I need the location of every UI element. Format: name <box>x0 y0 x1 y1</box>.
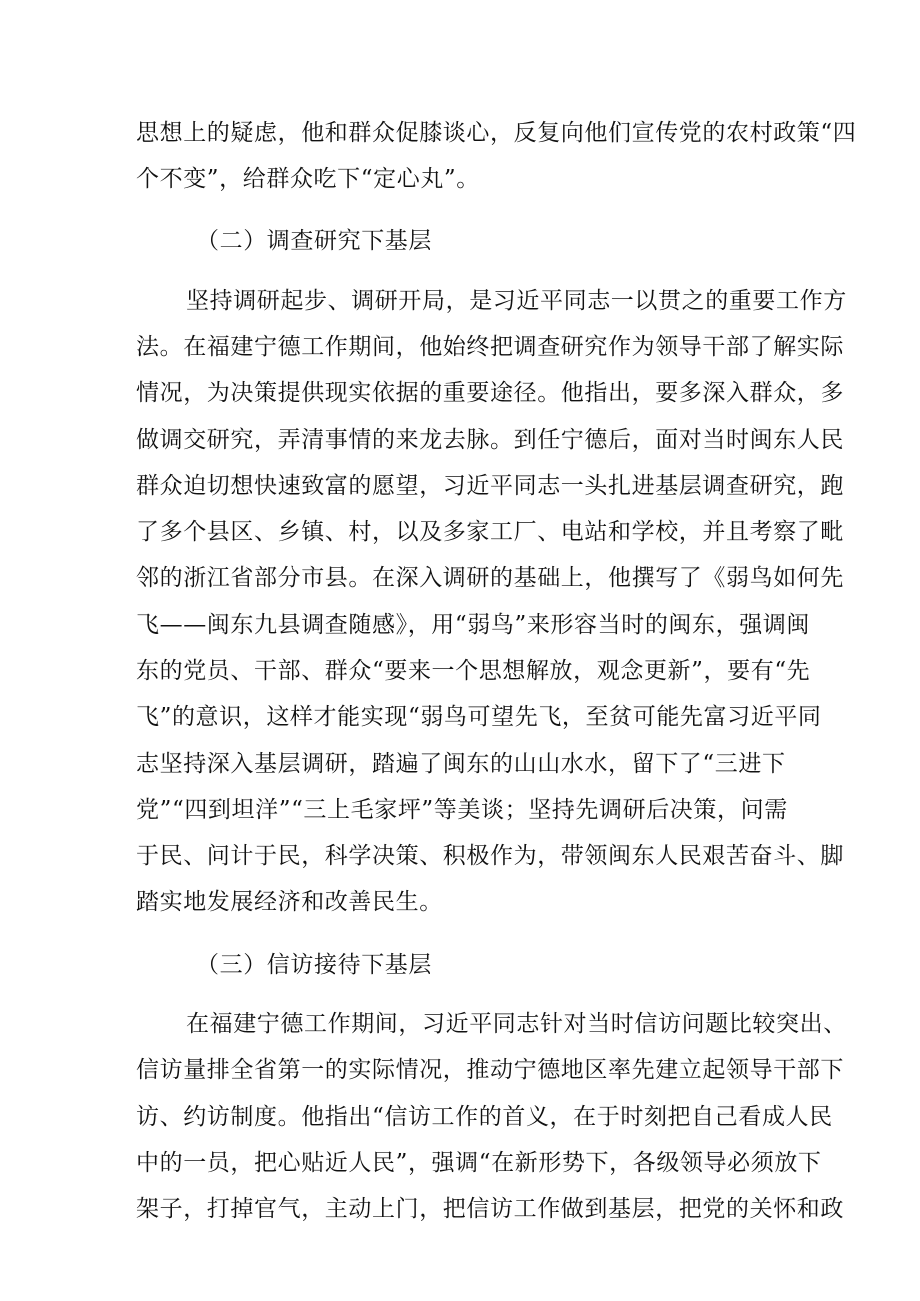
paragraph-line: 东的党员、干部、群众“要来一个思想解放，观念更新”，要有“先 <box>136 658 811 684</box>
paragraph-line: 中的一员，把心贴近人民”，强调“在新形势下，各级领导必须放下 <box>136 1150 822 1176</box>
paragraph-line: 信访量排全省第一的实际情况，推动宁德地区率先建立起领导干部下 <box>136 1057 844 1083</box>
paragraph-line: 邻的浙江省部分市县。在深入调研的基础上，他撰写了《弱鸟如何先 <box>136 565 844 591</box>
paragraph-line: 飞”的意识，这样才能实现“弱鸟可望先飞，至贫可能先富习近平同 <box>136 704 822 730</box>
paragraph-line: 踏实地发展经济和改善民生。 <box>136 889 443 915</box>
paragraph-line: 群众迫切想快速致富的愿望，习近平同志一头扎进基层调查研究，跑 <box>136 473 844 499</box>
section-heading-3: （三）信访接待下基层 <box>196 952 432 978</box>
paragraph-line: 于民、问计于民，科学决策、积极作为，带领闽东人民艰苦奋斗、脚 <box>136 843 844 869</box>
paragraph-line: 坚持调研起步、调研开局，是习近平同志一以贯之的重要工作方 <box>186 288 847 314</box>
paragraph-line: 了多个县区、乡镇、村，以及多家工厂、电站和学校，并且考察了毗 <box>136 519 844 545</box>
paragraph-line: 访、约访制度。他指出“信访工作的首义，在于时刻把自己看成人民 <box>136 1104 833 1130</box>
paragraph-line: 法。在福建宁德工作期间，他始终把调查研究作为领导干部了解实际 <box>136 334 844 360</box>
paragraph-line: 架子，打掉官气，主动上门，把信访工作做到基层，把党的关怀和政 <box>136 1196 844 1222</box>
paragraph-line: 飞——闽东九县调查随感》，用“弱鸟”来形容当时的闽东，强调闽 <box>136 612 811 638</box>
paragraph-line: 在福建宁德工作期间，习近平同志针对当时信访问题比较突出、 <box>186 1011 847 1037</box>
paragraph-line: 情况，为决策提供现实依据的重要途径。他指出，要多深入群众，多 <box>136 380 844 406</box>
section-heading-2: （二）调查研究下基层 <box>196 228 432 254</box>
paragraph-line: 做调交研究，弄清事情的来龙去脉。到任宁德后，面对当时闽东人民 <box>136 427 844 453</box>
paragraph-line: 思想上的疑虑，他和群众促膝谈心，反复向他们宣传党的农村政策“四 <box>136 120 857 146</box>
paragraph-line: 志坚持深入基层调研，踏遍了闽东的山山水水，留下了“三进下 <box>136 751 786 777</box>
paragraph-line: 个不变”，给群众吃下“定心丸”。 <box>136 166 480 192</box>
paragraph-line: 党”“四到坦洋”“三上毛家坪”等美谈；坚持先调研后决策，问需 <box>136 797 788 823</box>
